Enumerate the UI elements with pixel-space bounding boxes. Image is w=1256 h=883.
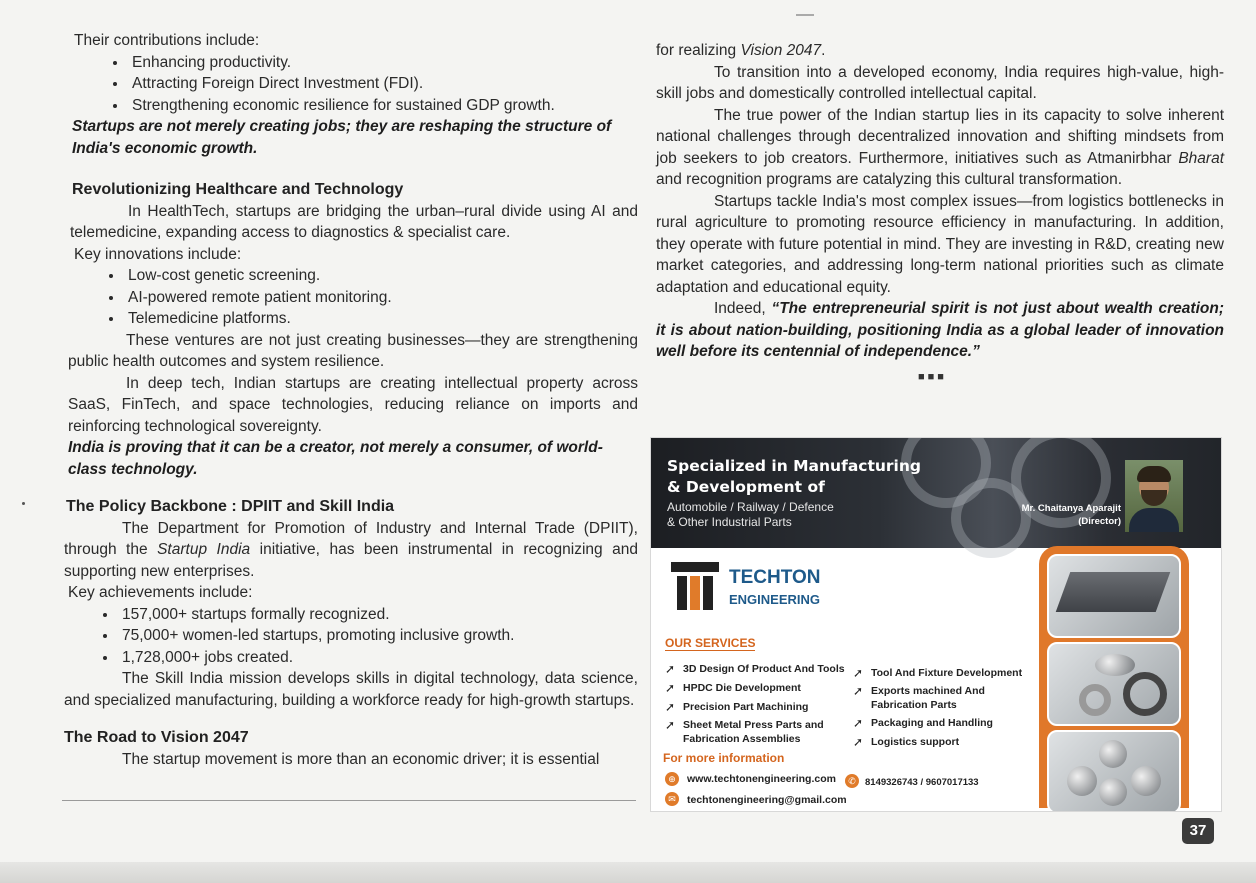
director-caption: Mr. Chaitanya Aparajit (Director) bbox=[1021, 503, 1121, 527]
product-panel bbox=[1039, 546, 1189, 808]
startups-statement: Startups are not merely creating jobs; they are reshaping the structure of India's economic growth. bbox=[72, 118, 612, 157]
service-item: ➚ 3D Design Of Product And Tools bbox=[665, 662, 845, 676]
service-item: ➚ Tool And Fixture Development bbox=[853, 666, 1023, 680]
director-photo bbox=[1125, 460, 1183, 532]
list-item: • 1,728,000+ jobs created. bbox=[118, 647, 638, 669]
right-continuation: for realizing Vision 2047. bbox=[656, 42, 826, 59]
healthcare-para2: These ventures are not just creating businesses—they are strengthening public health outcomes and system resilience. bbox=[68, 331, 638, 370]
list-item: • Strengthening economic resilience for sustained GDP growth. bbox=[128, 95, 638, 117]
brand-sub: ENGINEERING bbox=[729, 592, 821, 607]
phone-number: 8149326743 / 9607017133 bbox=[865, 777, 979, 788]
healthcare-statement: India is proving that it can be a creator, not merely a consumer, of world-class technology. bbox=[68, 439, 603, 478]
end-mark: ■■■ bbox=[918, 371, 947, 383]
list-item: • Telemedicine platforms. bbox=[124, 308, 638, 330]
policy-para1: The Department for Promotion of Industry and Internal Trade (DPIIT), through the Startup India initiative, has been instrumental in recognizing and supporting new enterprises. bbox=[64, 519, 638, 580]
service-item: ➚ Precision Part Machining bbox=[665, 700, 809, 714]
left-column bbox=[64, 30, 638, 770]
policy-para2: The Skill India mission develops skills in digital technology, data science, and specialized manufacturing, building a workforce ready for high-growth startups. bbox=[64, 670, 638, 709]
arrow-icon: ➚ bbox=[853, 666, 864, 680]
service-item: ➚ Logistics support bbox=[853, 735, 960, 749]
ad-subtitle: Automobile / Railway / Defence & Other Industrial Parts bbox=[667, 500, 834, 529]
page-bottom-edge bbox=[0, 862, 1256, 883]
arrow-icon: ➚ bbox=[665, 700, 676, 714]
service-item: ➚ Packaging and Handling bbox=[853, 716, 993, 730]
right-column bbox=[656, 40, 1224, 363]
product-image-machined-parts bbox=[1047, 642, 1181, 726]
service-item: ➚ HPDC Die Development bbox=[665, 681, 801, 695]
healthcare-para1: In HealthTech, startups are bridging the urban–rural divide using AI and telemedicine, expanding access to diagnostics & specialist care. bbox=[70, 202, 638, 241]
techton-advertisement bbox=[650, 437, 1222, 812]
list-item: • Attracting Foreign Direct Investment (FDI). bbox=[128, 73, 638, 95]
service-item: ➚ Sheet Metal Press Parts and Fabrication Assemblies bbox=[665, 718, 824, 745]
service-item: ➚ Exports machined And Fabrication Parts bbox=[853, 684, 985, 711]
policy-key-intro: Key achievements include: bbox=[68, 584, 253, 601]
vision-para1: The startup movement is more than an economic driver; it is essential bbox=[122, 750, 600, 768]
column-rule bbox=[62, 800, 636, 801]
contrib-list bbox=[64, 52, 638, 117]
contrib-intro: Their contributions include: bbox=[74, 32, 260, 49]
right-para2: The true power of the Indian startup lies in its capacity to solve inherent national challenges through decentralized innovation and shifting mindsets from job seekers to job creators. Furthermore, initiatives such as Atmanirbhar Bharat and recognition programs are catalyzing this cultural transformation. bbox=[656, 106, 1224, 188]
margin-dot bbox=[22, 502, 25, 505]
healthcare-para3: In deep tech, Indian startups are creating intellectual property across SaaS, FinTech, and space technologies, reducing reliance on imports and reinforcing technological sovereignty. bbox=[68, 374, 638, 435]
services-heading: OUR SERVICES bbox=[665, 636, 756, 650]
healthcare-heading: Revolutionizing Healthcare and Technology bbox=[72, 181, 404, 198]
email-link[interactable]: techtonengineering@gmail.com bbox=[687, 794, 847, 806]
right-para1: To transition into a developed economy, India requires high-value, high-skill jobs and domestically controlled intellectual capital. bbox=[656, 63, 1224, 102]
right-para4: Indeed, “The entrepreneurial spirit is not just about wealth creation; it is about nation-building, positioning India as a global leader of innovation well before its centennial of independence.” bbox=[656, 300, 1224, 360]
list-item: • 157,000+ startups formally recognized. bbox=[118, 604, 638, 626]
arrow-icon: ➚ bbox=[665, 662, 676, 676]
list-item: • 75,000+ women-led startups, promoting inclusive growth. bbox=[118, 625, 638, 647]
brand-name: TECHTON bbox=[729, 567, 821, 588]
more-info-heading: For more information bbox=[663, 751, 785, 765]
arrow-icon: ➚ bbox=[853, 684, 864, 698]
globe-icon: ⊕ bbox=[665, 772, 679, 786]
page-number: 37 bbox=[1182, 818, 1214, 844]
healthcare-key-intro: Key innovations include: bbox=[74, 245, 242, 263]
ad-title: Specialized in Manufacturing & Development of bbox=[667, 457, 922, 496]
policy-list bbox=[64, 604, 638, 669]
ad-header-banner bbox=[651, 438, 1221, 548]
list-item: • Enhancing productivity. bbox=[128, 52, 638, 74]
arrow-icon: ➚ bbox=[665, 681, 676, 695]
arrow-icon: ➚ bbox=[853, 735, 864, 749]
product-image-cast-parts bbox=[1047, 730, 1181, 812]
top-mark bbox=[796, 14, 814, 16]
arrow-icon: ➚ bbox=[665, 718, 676, 732]
phone-icon: ✆ bbox=[845, 774, 859, 788]
arrow-icon: ➚ bbox=[853, 716, 864, 730]
list-item: • Low-cost genetic screening. bbox=[124, 265, 638, 287]
logo-icon bbox=[671, 562, 719, 610]
policy-heading: The Policy Backbone : DPIIT and Skill India bbox=[66, 498, 395, 515]
healthcare-list bbox=[64, 265, 638, 330]
vision-heading: The Road to Vision 2047 bbox=[64, 729, 249, 746]
product-image-sheet-metal bbox=[1047, 554, 1181, 638]
right-para3: Startups tackle India's most complex issues—from logistics bottlenecks in rural agriculture to promoting resource efficiency in manufacturing. In addition, they operate with future potential in mind. They are investing in R&D, creating new market categories, and addressing long-term national priorities such as climate adaptation and educational equity. bbox=[656, 192, 1224, 296]
list-item: • AI-powered remote patient monitoring. bbox=[124, 287, 638, 309]
website-link[interactable]: www.techtonengineering.com bbox=[687, 773, 836, 785]
email-icon: ✉ bbox=[665, 792, 679, 806]
